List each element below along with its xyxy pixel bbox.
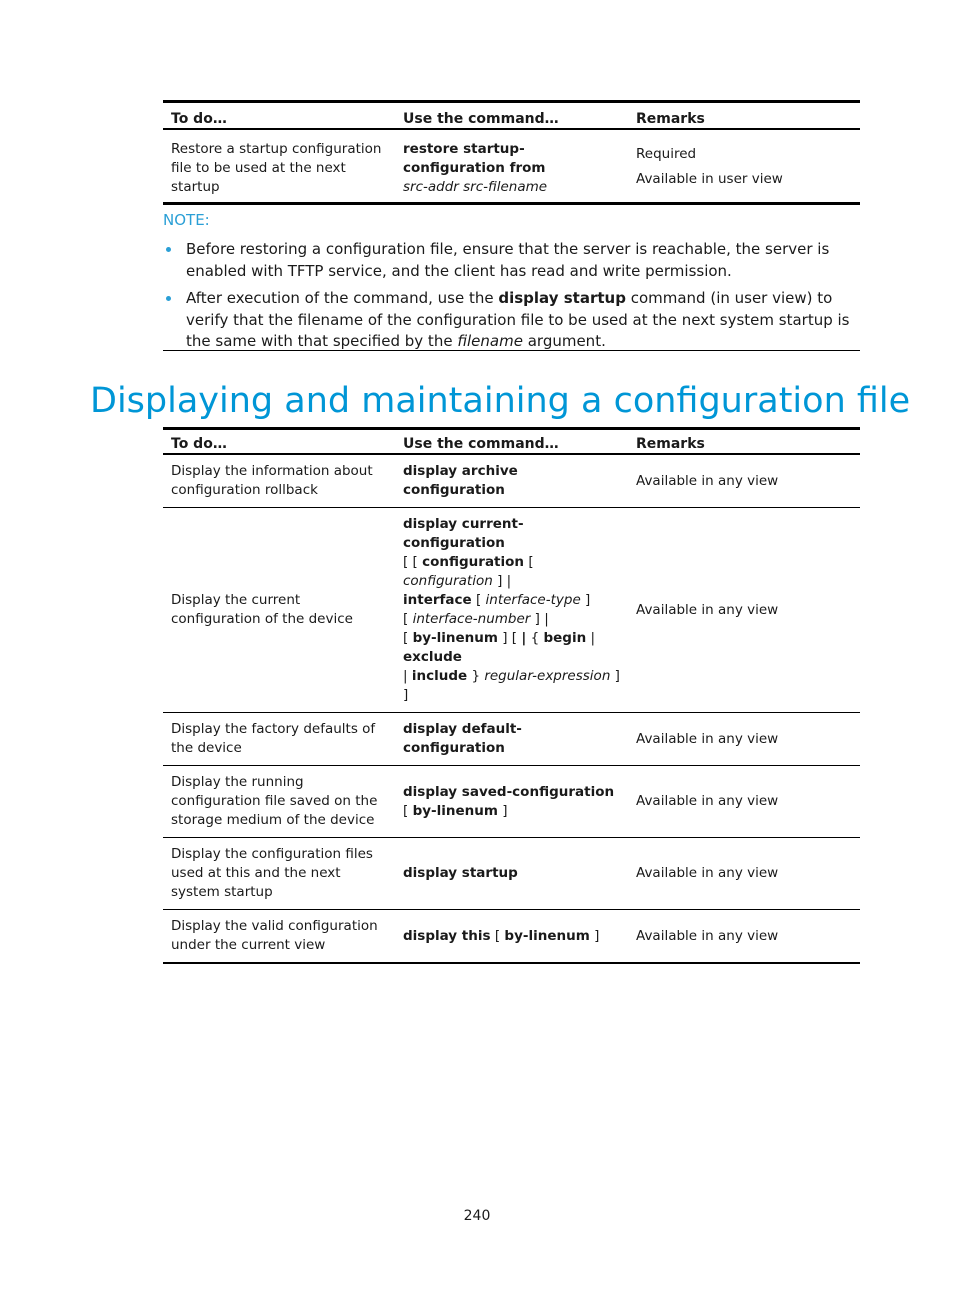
remarks-cell: Available in any view (628, 508, 860, 713)
bullet-icon (166, 247, 171, 252)
table-row (163, 508, 860, 713)
command-syntax: [ (403, 611, 413, 627)
todo-cell: Display the running configuration file saved on the storage medium of the device (163, 766, 395, 838)
command-keyword: display saved-configuration (403, 783, 615, 800)
command-keyword: display current-configuration (403, 516, 524, 551)
note-label: NOTE: (163, 211, 210, 229)
table-row (163, 713, 860, 766)
table-row (163, 766, 860, 838)
argument-name: filename (457, 332, 523, 350)
note-bullet-text: After execution of the command, use the (186, 289, 499, 307)
remarks-cell: Available in any view (628, 766, 860, 838)
remarks-cell: Available in any view (628, 713, 860, 766)
remarks-cell (628, 129, 860, 203)
command-keyword: | (521, 630, 527, 646)
table-header-row (163, 102, 860, 130)
command-syntax: [ (524, 554, 534, 570)
command-keyword: configuration (422, 554, 525, 570)
command-keyword: display startup (498, 289, 626, 307)
todo-cell: Display the configuration files used at this and the next system startup (163, 838, 395, 910)
table-row (163, 838, 860, 910)
command-cell (395, 910, 628, 964)
page-number: 240 (463, 1208, 491, 1224)
remarks-cell: Available in any view (628, 910, 860, 964)
command-syntax: ] | (492, 573, 512, 589)
restore-config-table (163, 100, 860, 204)
command-args: src-addr src-filename (403, 179, 548, 195)
command-cell (395, 508, 628, 713)
table-row (163, 129, 860, 203)
command-keyword: display archive configuration (403, 463, 518, 498)
remarks-cell: Available in any view (628, 454, 860, 508)
command-keyword: display default-configuration (403, 721, 522, 756)
note-bullet-text: Before restoring a configuration file, ensure that the server is reachable, the server is enabled with TFTP service, and the client has read and write permission. (186, 240, 830, 280)
list-item (163, 288, 860, 353)
bullet-icon (166, 296, 171, 301)
command-syntax: [ (471, 592, 486, 608)
table-row (163, 910, 860, 964)
command-syntax: [ (490, 927, 505, 944)
command-syntax: ] (497, 802, 508, 819)
command-syntax: { (526, 630, 544, 646)
command-syntax: } (467, 668, 485, 684)
command-args: interface-type (485, 592, 581, 608)
command-keyword: include (411, 668, 468, 684)
header-remarks: Remarks (628, 102, 860, 130)
todo-cell: Restore a startup configuration file to be used at the next startup (163, 129, 395, 203)
command-syntax: [ (403, 630, 413, 646)
command-keyword: restore startup-configuration from (403, 141, 546, 176)
note-bullet-text: argument. (522, 332, 606, 350)
command-cell (395, 713, 628, 766)
command-keyword: by-linenum (412, 802, 498, 819)
header-todo: To do… (163, 429, 395, 455)
note-box (163, 204, 860, 351)
display-config-table (163, 427, 860, 964)
command-syntax: | (403, 668, 412, 684)
command-args: configuration (403, 573, 493, 589)
remarks-line: Required (636, 146, 697, 162)
todo-cell: Display the current configuration of the device (163, 508, 395, 713)
command-keyword: interface (403, 592, 472, 608)
section-heading: Displaying and maintaining a configuration file (90, 381, 911, 421)
command-syntax: ] [ (497, 630, 522, 646)
command-keyword: begin (543, 630, 587, 646)
command-syntax: ] ] (403, 668, 620, 703)
note-list (163, 239, 860, 359)
command-keyword: display startup (403, 865, 518, 881)
note-bullet-text: command (in user view) to verify that the filename of the configuration file to be used at the next system startup is the same with that specified by the (186, 289, 850, 350)
table-row (163, 454, 860, 508)
command-args: regular-expression (484, 668, 611, 684)
todo-cell: Display the information about configuration rollback (163, 454, 395, 508)
todo-cell: Display the factory defaults of the device (163, 713, 395, 766)
command-syntax: ] (580, 592, 591, 608)
remarks-cell: Available in any view (628, 838, 860, 910)
command-syntax: [ [ (403, 554, 423, 570)
command-keyword: by-linenum (412, 630, 498, 646)
header-command: Use the command… (395, 102, 628, 130)
command-keyword: exclude (403, 649, 462, 665)
command-keyword: by-linenum (504, 927, 590, 944)
header-command: Use the command… (395, 429, 628, 455)
header-todo: To do… (163, 102, 395, 130)
command-keyword: display this (403, 927, 491, 944)
table-header-row (163, 429, 860, 455)
todo-cell: Display the valid configuration under the current view (163, 910, 395, 964)
header-remarks: Remarks (628, 429, 860, 455)
command-cell (395, 454, 628, 508)
remarks-line: Available in user view (636, 171, 783, 187)
command-cell (395, 766, 628, 838)
command-syntax: ] | (530, 611, 549, 627)
list-item (163, 239, 860, 282)
command-cell (395, 838, 628, 910)
command-syntax: | (586, 630, 596, 646)
command-syntax: ] (589, 927, 600, 944)
command-syntax: [ (403, 802, 413, 819)
command-cell (395, 129, 628, 203)
command-args: interface-number (412, 611, 531, 627)
